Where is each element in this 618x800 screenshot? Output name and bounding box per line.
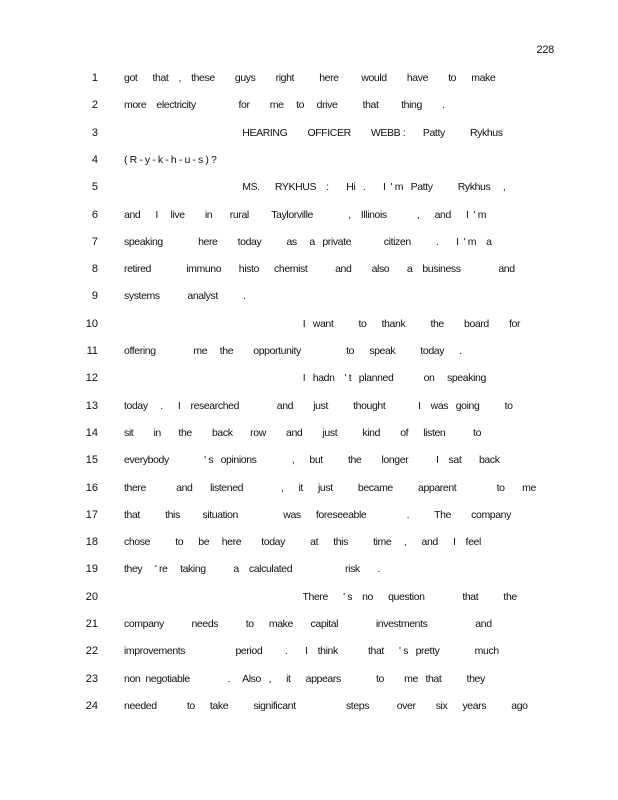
line-number: 7 bbox=[91, 235, 98, 248]
line-number: 10 bbox=[85, 317, 98, 330]
transcript-line bbox=[0, 181, 618, 201]
line-text: needed to take significant steps over six years ago bbox=[124, 699, 528, 712]
line-number: 6 bbox=[91, 208, 98, 221]
line-text: retired immuno histo chemist and also a business and bbox=[124, 263, 515, 276]
transcript-line bbox=[0, 509, 618, 529]
line-text: everybody ' s opinions , but the longer I sat back bbox=[124, 454, 500, 467]
line-number: 9 bbox=[91, 290, 98, 303]
transcript-line bbox=[0, 372, 618, 392]
line-text: they ' re taking a calculated risk . bbox=[124, 563, 380, 576]
line-text: chose to be here today at this time , and I feel bbox=[124, 536, 481, 549]
line-number: 19 bbox=[85, 563, 98, 576]
line-number: 18 bbox=[85, 536, 98, 549]
line-number: 3 bbox=[91, 126, 98, 139]
transcript-line bbox=[0, 563, 618, 583]
line-number: 5 bbox=[91, 181, 98, 194]
line-number: 1 bbox=[91, 72, 98, 84]
line-text: I want to thank the board for bbox=[124, 317, 521, 330]
transcript-line bbox=[0, 236, 618, 256]
line-number: 4 bbox=[91, 153, 98, 166]
line-number: 2 bbox=[91, 99, 98, 112]
line-text: and I live in rural Taylorville , Illinois , and I ' m bbox=[124, 208, 487, 221]
line-text: systems analyst . bbox=[124, 290, 246, 303]
line-number: 22 bbox=[85, 645, 98, 658]
line-text: offering me the opportunity to speak today . bbox=[124, 345, 462, 357]
line-number: 23 bbox=[85, 672, 98, 685]
line-text: MS. RYKHUS : Hi . I ' m Patty Rykhus , bbox=[124, 181, 506, 194]
transcript-line bbox=[0, 127, 618, 147]
line-number: 24 bbox=[85, 699, 98, 712]
line-text: got that , these guys right here would have to make bbox=[124, 72, 496, 84]
transcript-line bbox=[0, 263, 618, 283]
transcript-line bbox=[0, 427, 618, 447]
transcript-line bbox=[0, 618, 618, 638]
line-text: non negotiable . Also , it appears to me that they bbox=[124, 672, 485, 685]
line-number: 15 bbox=[85, 454, 98, 467]
page-number: 228 bbox=[536, 44, 554, 56]
line-number: 17 bbox=[85, 508, 98, 521]
line-number: 14 bbox=[85, 426, 98, 439]
line-text: There ' s no question that the bbox=[124, 590, 517, 603]
transcript-line bbox=[0, 99, 618, 119]
transcript-line bbox=[0, 209, 618, 229]
line-text: ( R - y - k - h - u - s ) ? bbox=[124, 153, 217, 166]
line-number: 21 bbox=[85, 618, 98, 630]
transcript-line bbox=[0, 318, 618, 338]
line-number: 11 bbox=[86, 345, 98, 357]
line-number: 16 bbox=[85, 481, 98, 494]
transcript-line bbox=[0, 400, 618, 420]
transcript-line bbox=[0, 454, 618, 474]
transcript-line bbox=[0, 700, 618, 720]
line-number: 12 bbox=[85, 372, 98, 385]
line-text: sit in the back row and just kind of listen to bbox=[124, 426, 482, 439]
transcript-line bbox=[0, 290, 618, 310]
line-number: 8 bbox=[91, 263, 98, 276]
transcript-line bbox=[0, 345, 618, 365]
transcript-line bbox=[0, 72, 618, 92]
line-number: 13 bbox=[85, 399, 98, 412]
transcript-line bbox=[0, 645, 618, 665]
line-text: more electricity for me to drive that thing . bbox=[124, 99, 445, 112]
line-text: today . I researched and just thought I was going to bbox=[124, 399, 513, 412]
transcript-line bbox=[0, 536, 618, 556]
line-text: there and listened , it just became apparent to me bbox=[124, 481, 536, 494]
line-text: HEARING OFFICER WEBB : Patty Rykhus bbox=[124, 126, 503, 139]
line-text: improvements period . I think that ' s pretty much bbox=[124, 645, 499, 658]
transcript-line bbox=[0, 482, 618, 502]
line-text: I hadn ' t planned on speaking bbox=[124, 372, 486, 385]
transcript-line bbox=[0, 673, 618, 693]
line-number: 20 bbox=[85, 590, 98, 603]
transcript-line bbox=[0, 591, 618, 611]
line-text: company needs to make capital investments and bbox=[124, 618, 492, 630]
line-text: speaking here today as a private citizen . I ' m a bbox=[124, 235, 492, 248]
line-text: that this situation was foreseeable . The company bbox=[124, 508, 511, 521]
transcript-line bbox=[0, 154, 618, 174]
